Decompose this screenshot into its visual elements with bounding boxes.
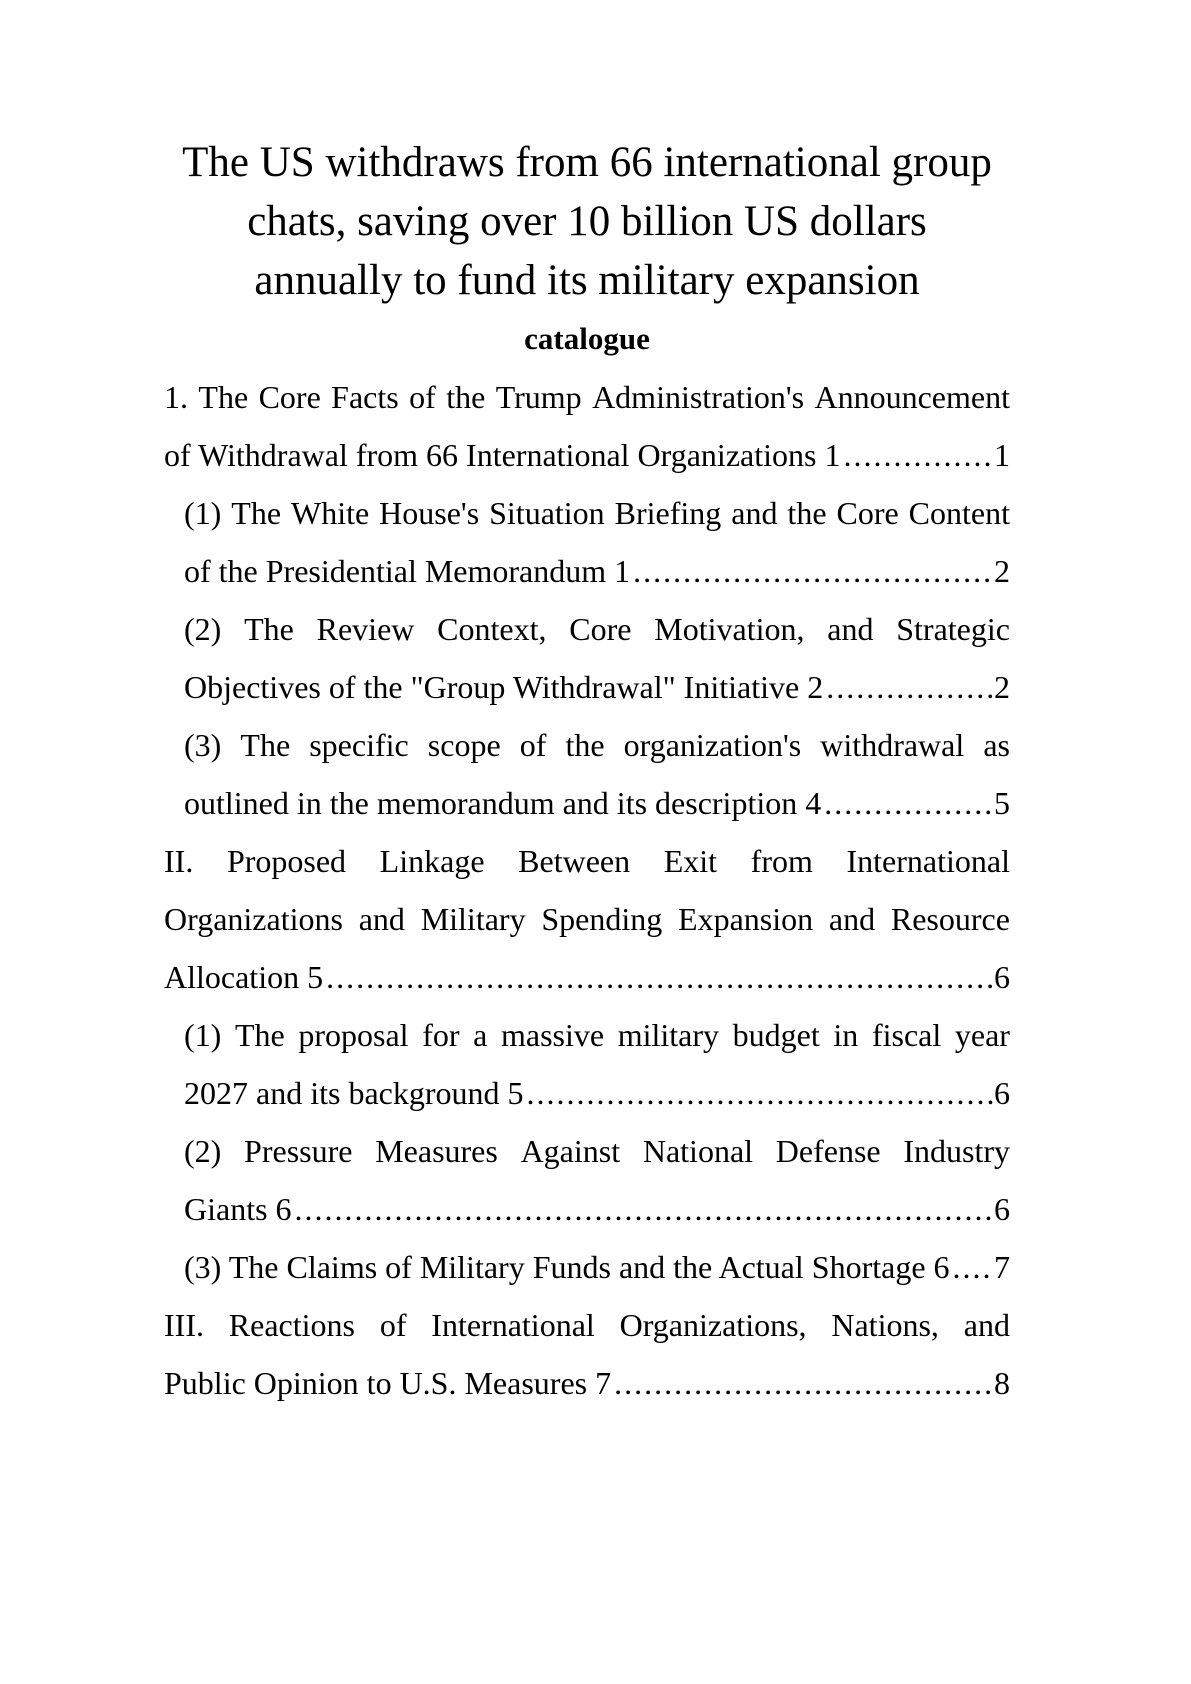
toc-page-number: 8 [994, 1365, 1010, 1401]
document-title-line [164, 192, 1010, 251]
toc-entry [164, 1006, 1010, 1122]
toc-entry [164, 1238, 1010, 1296]
toc-leader-dots [953, 1238, 994, 1296]
toc-entry-text: Giants 6 [184, 1191, 292, 1227]
toc-entry-text: Public Opinion to U.S. Measures 7 [164, 1365, 612, 1401]
document-title-text: annually to fund its military expansion [254, 257, 920, 304]
toc-page-number: 6 [994, 1191, 1010, 1227]
toc-entry-final-line [164, 1354, 1010, 1412]
toc-entry [164, 716, 1010, 832]
toc-entry-final-line [184, 1064, 1010, 1122]
toc-entry [164, 368, 1010, 484]
table-of-contents [164, 368, 1010, 1412]
toc-leader-dots [843, 426, 994, 484]
toc-entry [164, 1122, 1010, 1238]
toc-entry-text: (3) The Claims of Military Funds and the Actual Shortage 6 [184, 1249, 950, 1285]
toc-leader-dots [295, 1180, 994, 1238]
toc-entry-line: (2) Pressure Measures Against National Defense Industry [184, 1133, 1010, 1169]
toc-entry-final-line [164, 426, 1010, 484]
toc-page-number: 1 [994, 437, 1010, 473]
document-title-text: chats, saving over 10 billion US dollars [247, 198, 927, 245]
toc-page-number: 6 [994, 1075, 1010, 1111]
toc-entry-line: III. Reactions of International Organizations, Nations, and [164, 1307, 1010, 1343]
toc-entry-text: of Withdrawal from 66 International Organizations 1 [164, 437, 841, 473]
toc-entry-line: Organizations and Military Spending Expansion and Resource [164, 901, 1010, 937]
toc-entry-text: Allocation 5 [164, 959, 324, 995]
toc-entry-text: 2027 and its background 5 [184, 1075, 524, 1111]
toc-entry-final-line [184, 658, 1010, 716]
toc-leader-dots [826, 658, 994, 716]
toc-leader-dots [614, 1354, 994, 1412]
toc-page-number: 2 [994, 553, 1010, 589]
toc-entry-final-line [164, 948, 1010, 1006]
toc-leader-dots [633, 542, 994, 600]
toc-entry-text: of the Presidential Memorandum 1 [184, 553, 631, 589]
toc-entry-text: Objectives of the "Group Withdrawal" Initiative 2 [184, 669, 824, 705]
toc-entry [164, 832, 1010, 1006]
toc-entry [164, 1296, 1010, 1412]
toc-entry-line: (3) The specific scope of the organization's withdrawal as [184, 727, 1010, 763]
toc-entry-line: (2) The Review Context, Core Motivation, and Strategic [184, 611, 1010, 647]
toc-page-number: 6 [994, 959, 1010, 995]
toc-page-number: 7 [994, 1249, 1010, 1285]
toc-entry-final-line [184, 542, 1010, 600]
toc-entry-final-line [184, 1180, 1010, 1238]
toc-leader-dots [326, 948, 994, 1006]
catalogue-heading: catalogue [524, 321, 650, 356]
document-title [164, 133, 1010, 310]
page-content [164, 0, 1010, 1412]
toc-entry-text: outlined in the memorandum and its description 4 [184, 785, 822, 821]
document-title-line [164, 251, 1010, 310]
toc-leader-dots [527, 1064, 995, 1122]
toc-entry [164, 600, 1010, 716]
toc-entry [164, 484, 1010, 600]
toc-entry-final-line [184, 774, 1010, 832]
document-title-text: The US withdraws from 66 international group [182, 139, 992, 186]
toc-entry-line: (1) The proposal for a massive military budget in fiscal year [184, 1017, 1010, 1053]
toc-page-number: 2 [994, 669, 1010, 705]
toc-entry-line: (1) The White House's Situation Briefing and the Core Content [184, 495, 1010, 531]
document-title-line [164, 133, 1010, 192]
toc-entry-final-line [184, 1238, 1010, 1296]
toc-leader-dots [824, 774, 994, 832]
toc-page-number: 5 [994, 785, 1010, 821]
toc-entry-line: 1. The Core Facts of the Trump Administration's Announcement [164, 379, 1010, 415]
toc-entry-line: II. Proposed Linkage Between Exit from International [164, 843, 1010, 879]
